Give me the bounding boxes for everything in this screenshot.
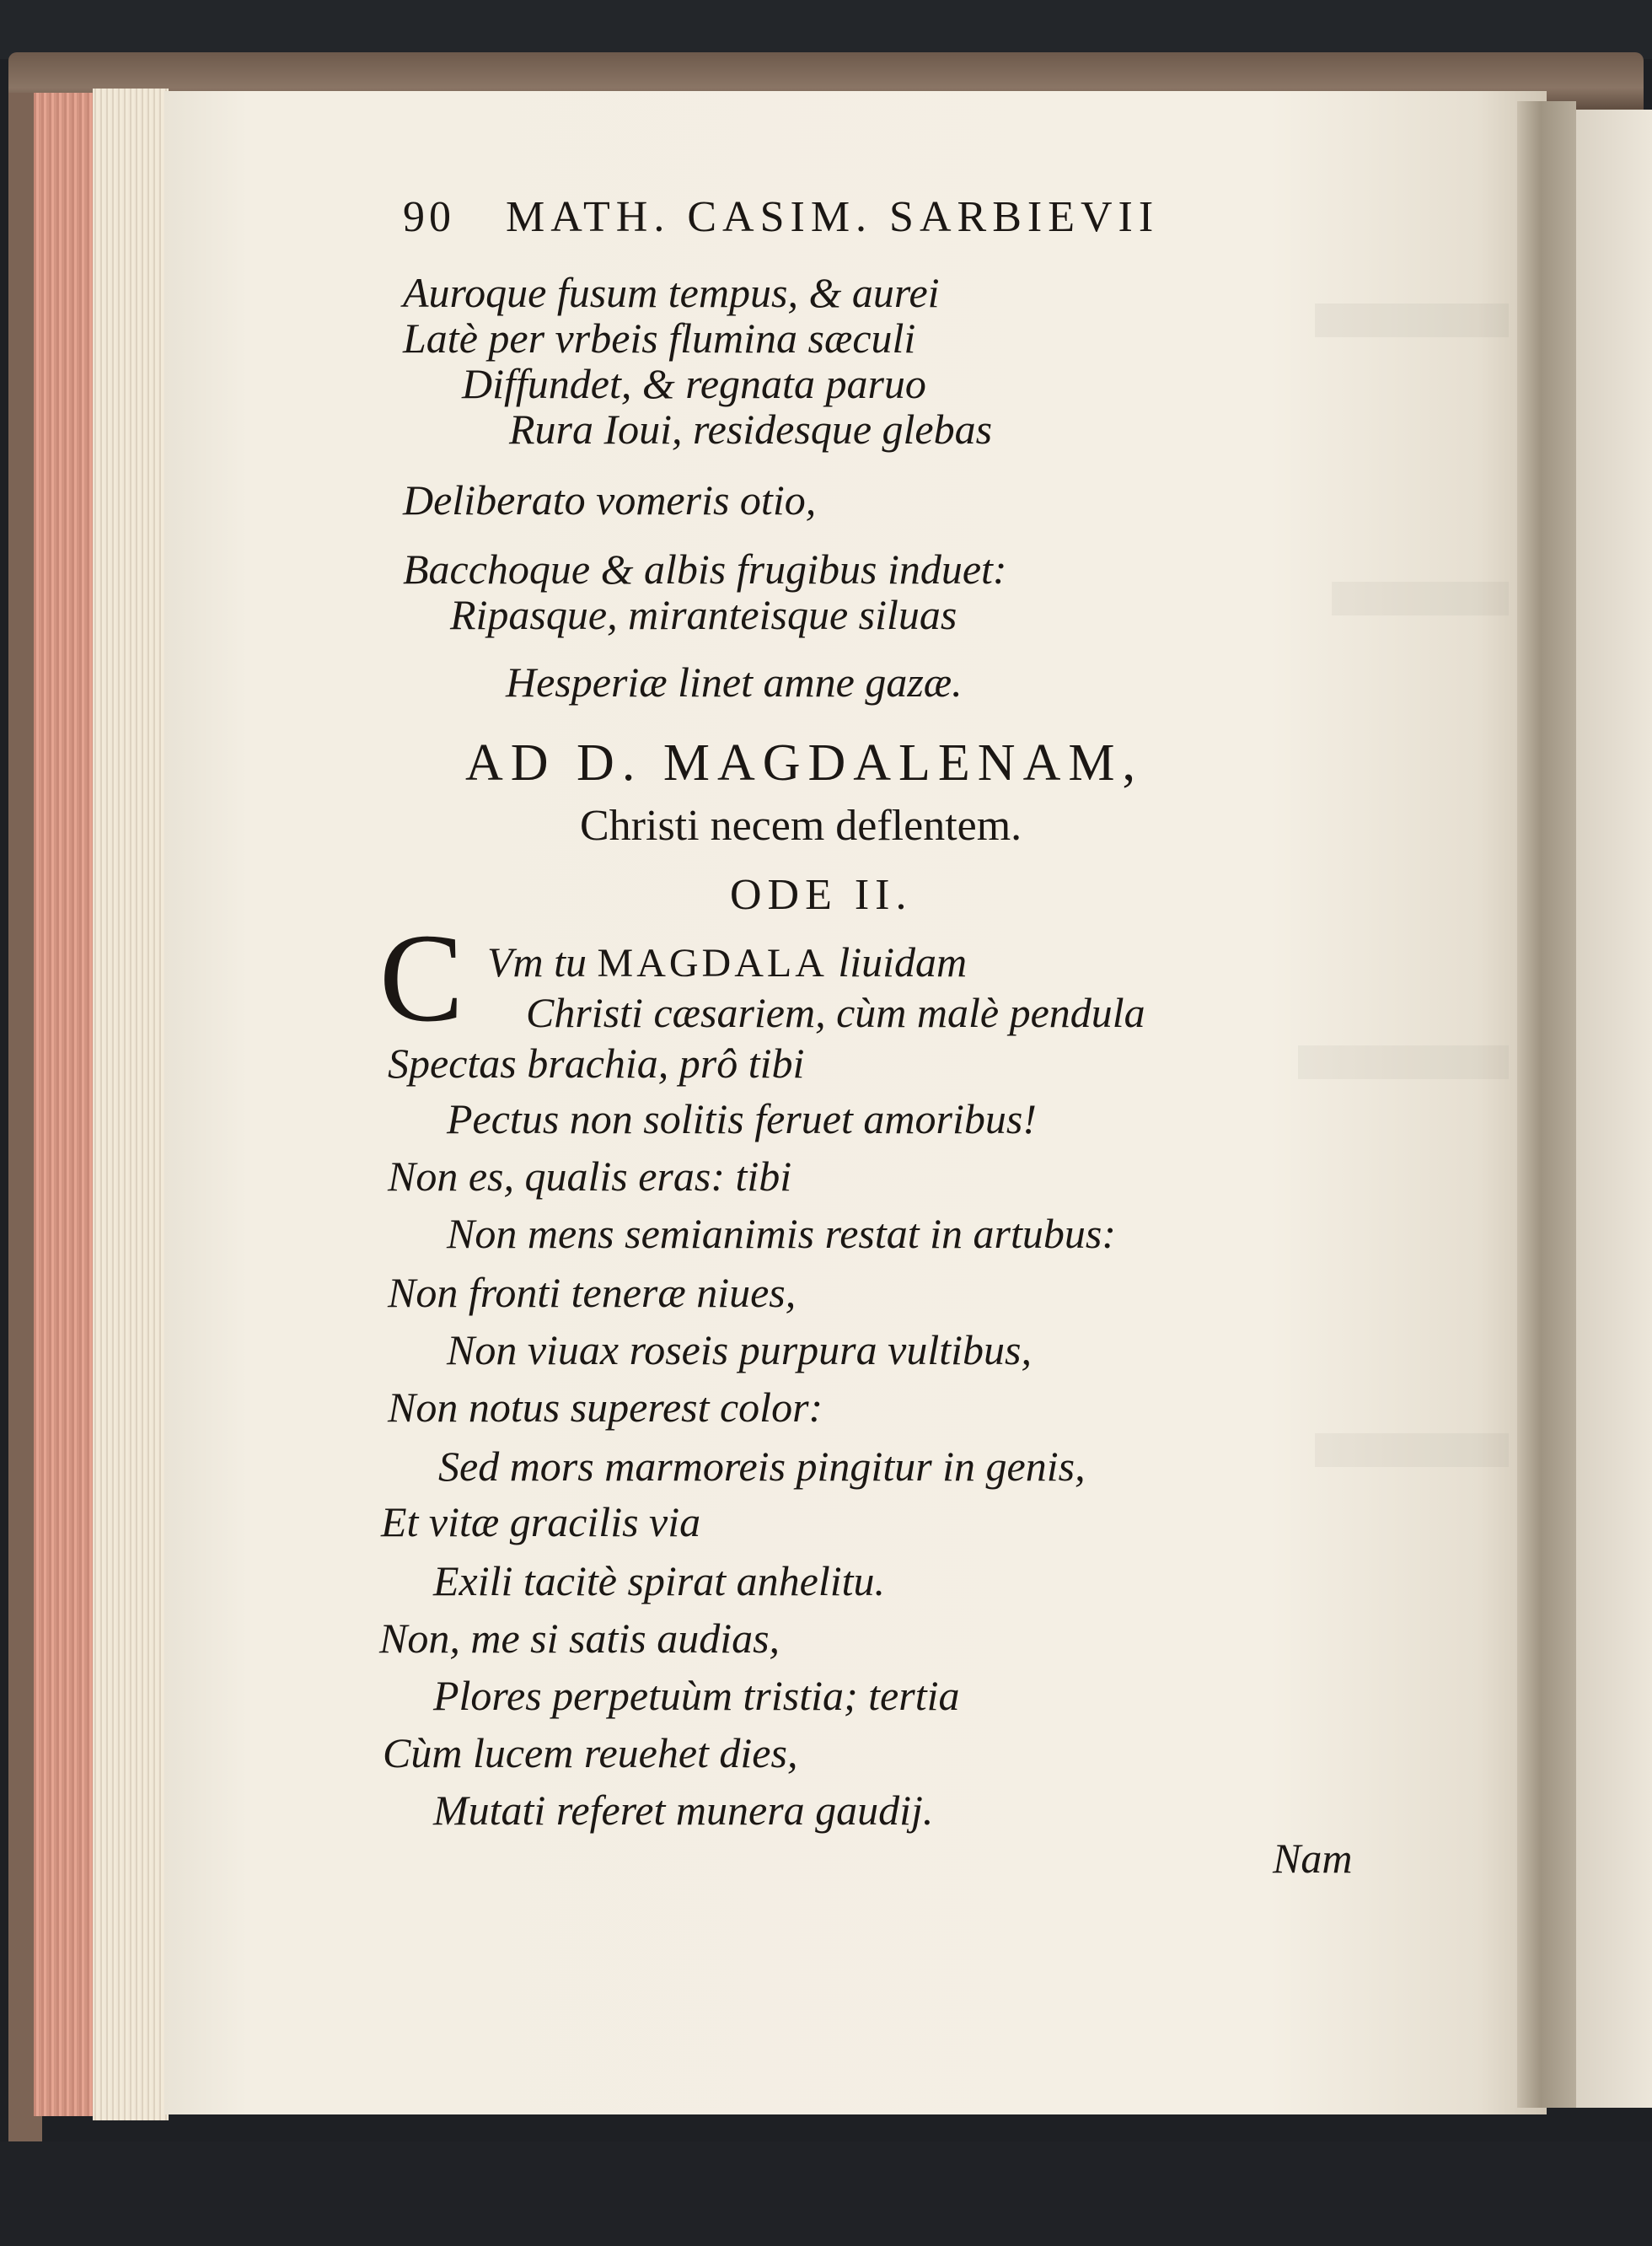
stanza-line: Auroque fusum tempus, & aurei <box>403 269 940 316</box>
stanza-line: Deliberato vomeris otio, <box>403 476 817 524</box>
page-number: 90 <box>403 193 455 241</box>
running-title: MATH. CASIM. SARBIEVII <box>506 193 1160 241</box>
stanza-line: Hesperiæ linet amne gazæ. <box>506 658 963 706</box>
running-header <box>403 192 1159 242</box>
poem-line: Et vitæ gracilis via <box>381 1498 701 1545</box>
poem-line: Non fronti teneræ niues, <box>388 1269 796 1316</box>
drop-cap: C <box>379 908 464 1048</box>
stanza-line: Bacchoque & albis frugibus induet: <box>403 545 1007 593</box>
poem-line: Non notus superest color: <box>388 1384 823 1431</box>
poem-line: Mutati referet munera gaudij. <box>433 1787 934 1834</box>
poem-line: Exili tacitè spirat anhelitu. <box>433 1557 886 1604</box>
poem-line: Cùm lucem reuehet dies, <box>383 1729 798 1776</box>
poem-first-line <box>487 938 967 986</box>
poem-line: Non es, qualis eras: tibi <box>388 1153 792 1200</box>
stanza-line: Rura Ioui, residesque glebas <box>509 406 993 453</box>
poem-line: Non, me si satis audias, <box>379 1615 780 1662</box>
poem-line: Non viuax roseis purpura vultibus, <box>447 1326 1032 1373</box>
first-line-start: Vm tu <box>487 938 587 986</box>
poem-line: Christi cæsariem, cùm malè pendula <box>526 989 1145 1036</box>
poem-line: Non mens semianimis restat in artubus: <box>447 1210 1116 1257</box>
poem-line: Spectas brachia, prô tibi <box>388 1040 805 1087</box>
poem-title: AD D. MAGDALENAM, <box>465 734 1143 792</box>
catchword: Nam <box>1273 1835 1353 1882</box>
poem-line: Pectus non solitis feruet amoribus! <box>447 1095 1037 1142</box>
ode-label: ODE II. <box>730 871 913 919</box>
stanza-line: Ripasque, miranteisque siluas <box>450 591 957 638</box>
poem-line: Sed mors marmoreis pingitur in genis, <box>438 1443 1086 1490</box>
first-line-end: liuidam <box>838 938 968 986</box>
stanza-line: Latè per vrbeis flumina sæculi <box>403 314 916 362</box>
first-line-name: MAGDALA <box>597 941 828 986</box>
stanza-line: Diffundet, & regnata paruo <box>462 360 926 407</box>
poem-line: Plores perpetuùm tristia; tertia <box>433 1672 960 1719</box>
poem-subtitle: Christi necem deflentem. <box>580 802 1022 850</box>
